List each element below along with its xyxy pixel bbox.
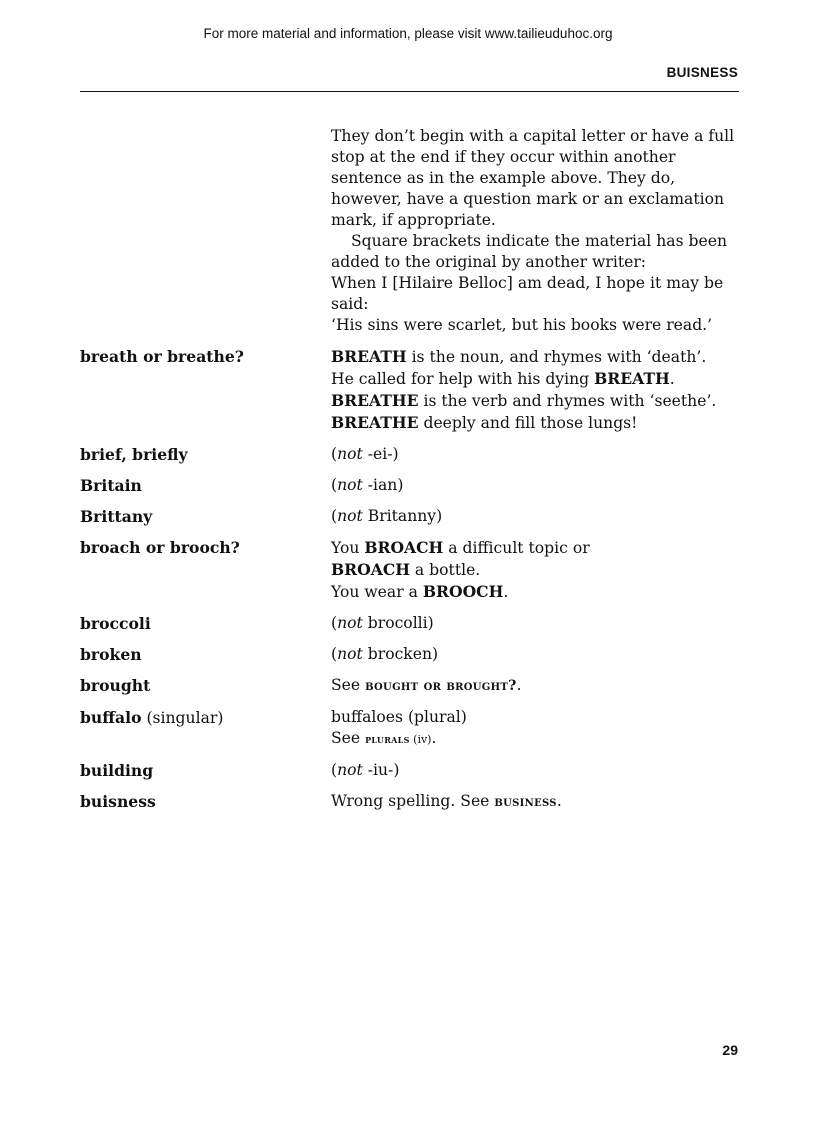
cross-reference: See plurals (iv). bbox=[331, 729, 437, 747]
header-rule bbox=[80, 91, 739, 92]
headword: Britain bbox=[80, 476, 142, 495]
entry-brittany bbox=[80, 506, 740, 527]
definition: buffaloes (plural) bbox=[331, 708, 467, 726]
entry-building bbox=[80, 760, 740, 781]
entry-brought bbox=[80, 675, 740, 697]
entry-brief bbox=[80, 444, 740, 465]
continuation-para-1: They don’t begin with a capital letter or have a full stop at the end if they occur within another sentence as in the example above. They do, however, have a question mark or an exclamation mark, if appropriate. bbox=[331, 127, 735, 229]
continuation-para-2: Square brackets indicate the material has been added to the original by another writer: bbox=[331, 232, 728, 271]
definition: BREATH is the noun, and rhymes with ‘death’. bbox=[331, 347, 707, 366]
definition: You BROACH a difficult topic or bbox=[331, 538, 590, 557]
cross-reference: Wrong spelling. See business. bbox=[331, 792, 562, 810]
headword: breath or breathe? bbox=[80, 347, 244, 366]
entry-buisness bbox=[80, 791, 740, 813]
entry-buffalo bbox=[80, 707, 740, 750]
quote-line-1: When I [Hilaire Belloc] am dead, I hope it may be said: bbox=[331, 274, 724, 313]
quote-line-2: ‘His sins were scarlet, but his books were read.’ bbox=[331, 316, 713, 334]
headword: buffalo (singular) bbox=[80, 708, 224, 727]
definition: BREATHE is the verb and rhymes with ‘seethe’. bbox=[331, 391, 717, 410]
entry-broach bbox=[80, 537, 740, 603]
cross-reference: See bought or brought?. bbox=[331, 676, 522, 694]
headword: broccoli bbox=[80, 614, 151, 633]
headword: building bbox=[80, 761, 154, 780]
headword: buisness bbox=[80, 792, 156, 811]
source-note: For more material and information, please visit www.tailieuduhoc.org bbox=[203, 26, 613, 41]
headword: brought bbox=[80, 676, 151, 695]
page-number: 29 bbox=[722, 1042, 738, 1058]
headword: broken bbox=[80, 645, 142, 664]
running-head: BUISNESS bbox=[666, 65, 738, 80]
headword: Brittany bbox=[80, 507, 153, 526]
definition: You wear a BROOCH. bbox=[331, 582, 509, 601]
definition: (not brocken) bbox=[331, 645, 439, 663]
headword: brief, briefly bbox=[80, 445, 188, 464]
entry-broken bbox=[80, 644, 740, 665]
definition: (not -ei-) bbox=[331, 445, 399, 463]
definition: BROACH a bottle. bbox=[331, 560, 481, 579]
example: BREATHE deeply and fill those lungs! bbox=[331, 413, 638, 432]
definition: (not Britanny) bbox=[331, 507, 443, 525]
entry-britain bbox=[80, 475, 740, 496]
definition: (not -ian) bbox=[331, 476, 404, 494]
entry-continuation bbox=[80, 126, 740, 336]
headword: broach or brooch? bbox=[80, 538, 240, 557]
definition: (not brocolli) bbox=[331, 614, 434, 632]
example: He called for help with his dying BREATH. bbox=[331, 369, 675, 388]
dictionary-content bbox=[80, 126, 740, 813]
definition: (not -iu-) bbox=[331, 761, 400, 779]
entry-breath bbox=[80, 346, 740, 434]
entry-broccoli bbox=[80, 613, 740, 634]
